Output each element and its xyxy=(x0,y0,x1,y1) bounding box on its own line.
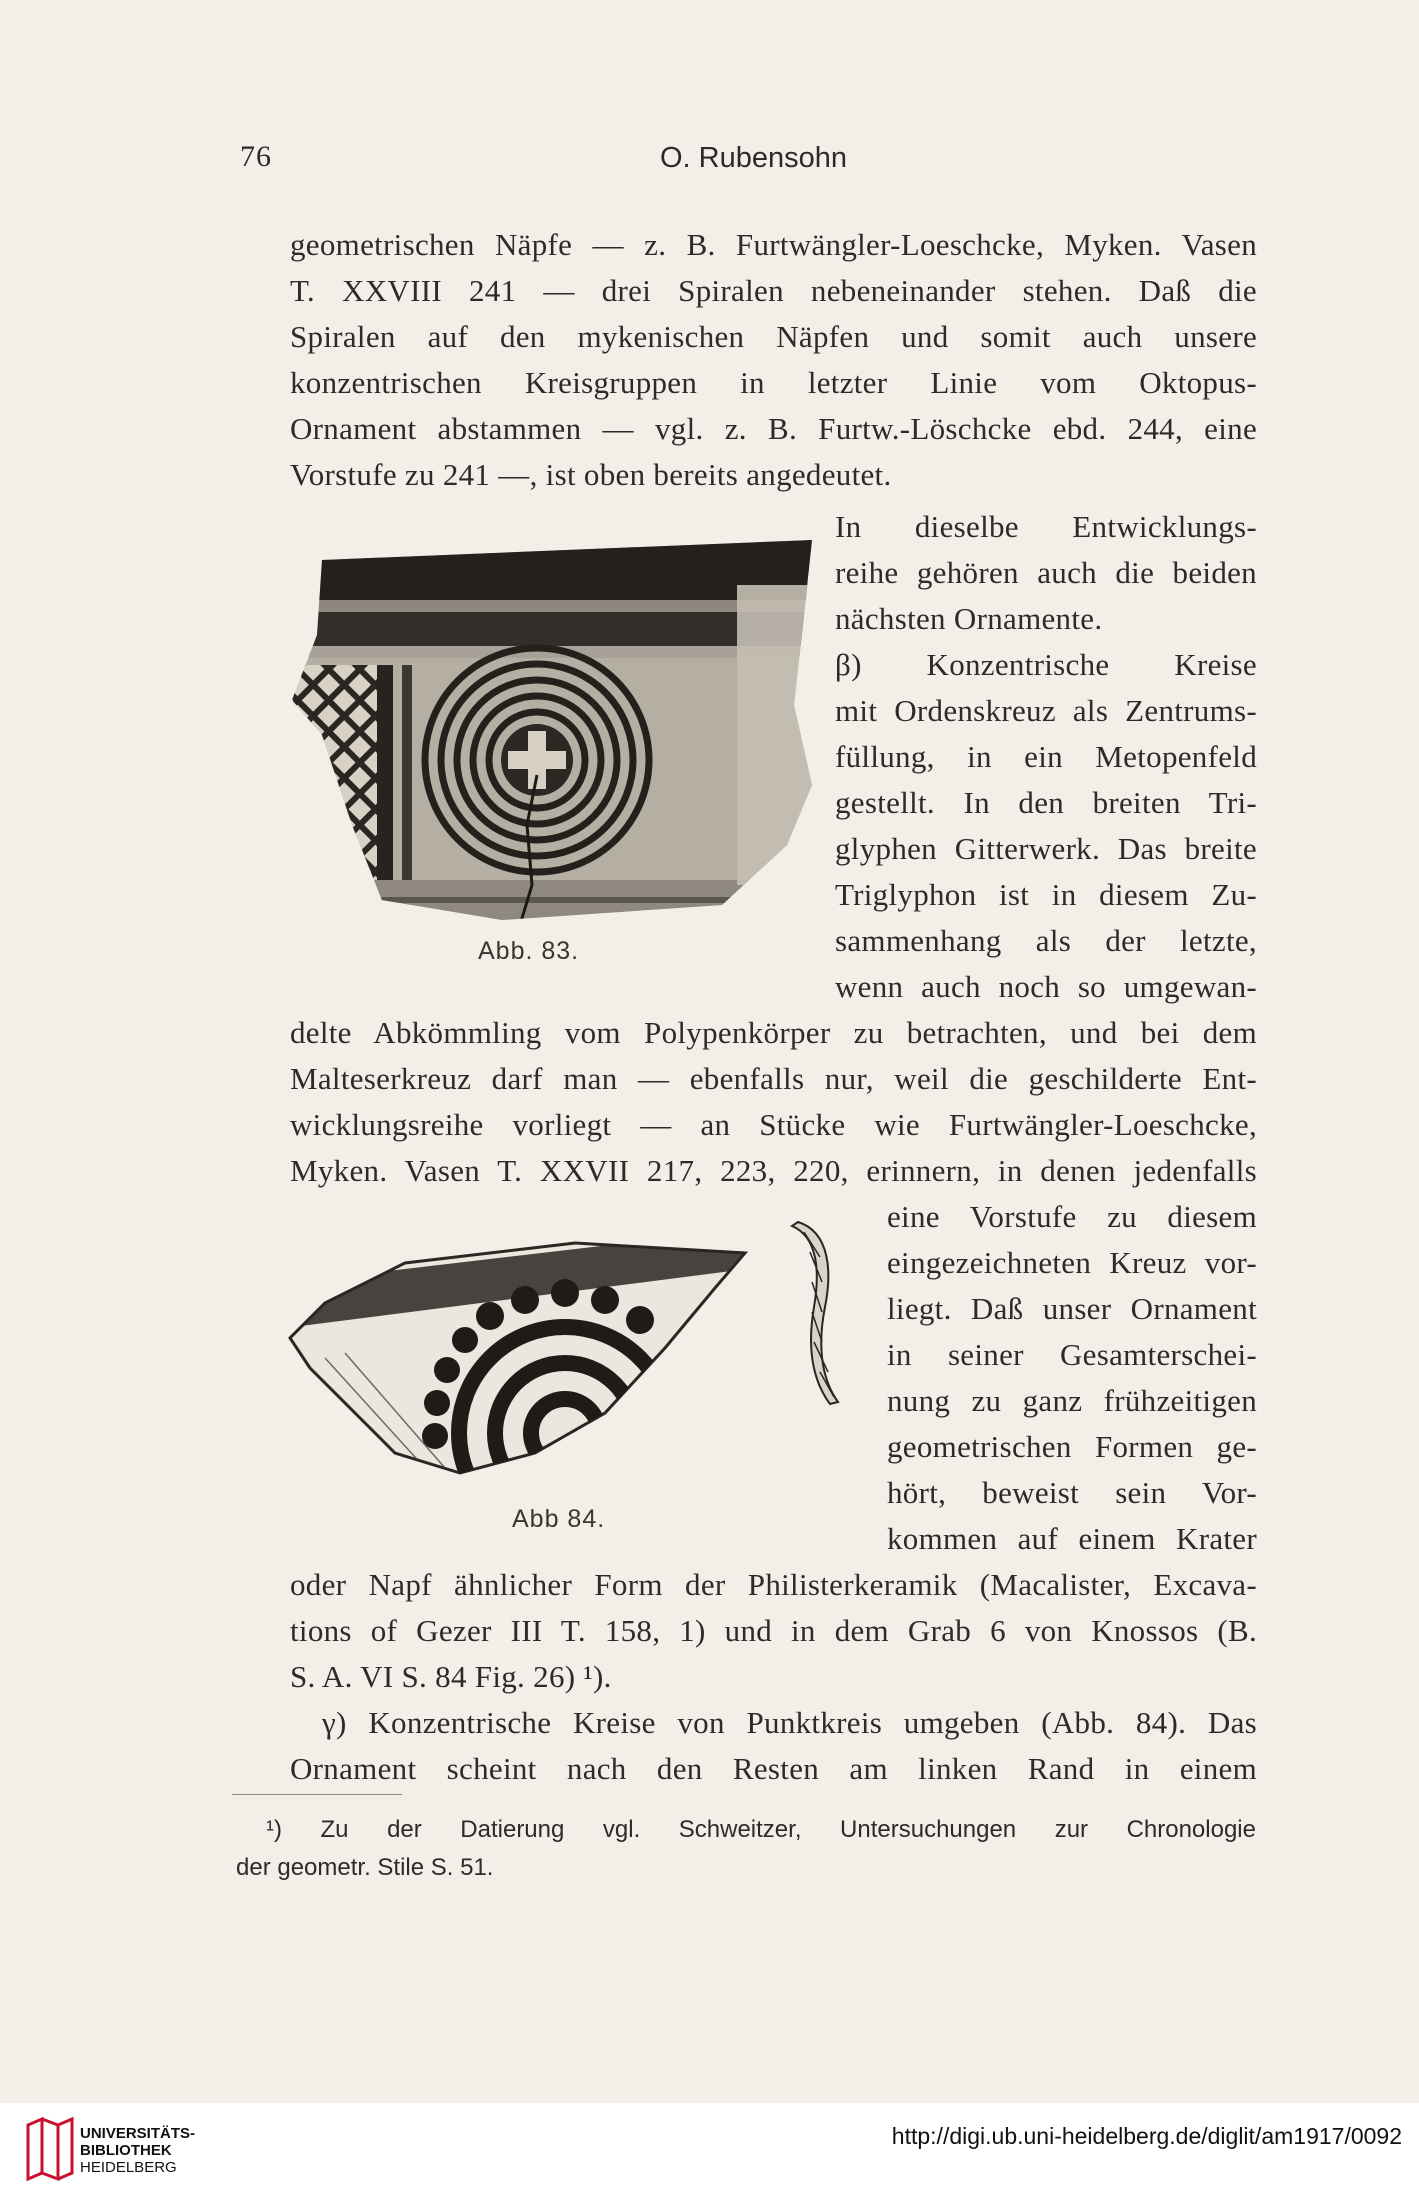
text-line: wenn auch noch so umgewan- xyxy=(835,969,1257,1004)
text-line: Triglyphon ist in diesem Zu- xyxy=(835,877,1257,912)
text-line: nächsten Ornamente. xyxy=(835,601,1103,636)
text-line: Spiralen auf den mykenischen Näpfen und somit auch unsere xyxy=(290,319,1257,354)
figure-84-profile-section xyxy=(790,1212,850,1412)
library-name: UNIVERSITÄTS- BIBLIOTHEK HEIDELBERG xyxy=(80,2125,196,2176)
library-footer xyxy=(0,2103,1419,2205)
text-line: eingezeichneten Kreuz vor- xyxy=(887,1245,1257,1280)
text-line: Myken. Vasen T. XXVII 217, 223, 220, erinnern, in denen jedenfalls xyxy=(290,1153,1257,1188)
text-line: gestellt. In den breiten Tri- xyxy=(835,785,1257,820)
text-line: hört, beweist sein Vor- xyxy=(887,1475,1257,1510)
text-line: füllung, in ein Metopenfeld xyxy=(835,739,1257,774)
page-number: 76 xyxy=(240,140,272,173)
text-line: konzentrischen Kreisgruppen in letzter Linie vom Oktopus- xyxy=(290,365,1257,400)
text-line: γ) Konzentrische Kreise von Punktkreis umgeben (Abb. 84). Das xyxy=(322,1705,1257,1740)
text-line: wicklungsreihe vorliegt — an Stücke wie Furtwängler-Loeschcke, xyxy=(290,1107,1257,1142)
text-line: geometrischen Formen ge- xyxy=(887,1429,1257,1464)
text-line: sammenhang als der letzte, xyxy=(835,923,1257,958)
text-line: reihe gehören auch die beiden xyxy=(835,555,1257,590)
text-line: nung zu ganz frühzeitigen xyxy=(887,1383,1257,1418)
text-line: Ornament scheint nach den Resten am linken Rand in einem xyxy=(290,1751,1257,1786)
running-title: O. Rubensohn xyxy=(660,142,848,174)
text-line: glyphen Gitterwerk. Das breite xyxy=(835,831,1257,866)
text-line: Vorstufe zu 241 —, ist oben bereits angedeutet. xyxy=(290,457,892,492)
text-line: geometrischen Näpfe — z. B. Furtwängler-Loeschcke, Myken. Vasen xyxy=(290,227,1257,262)
text-line: mit Ordenskreuz als Zentrums- xyxy=(835,693,1257,728)
text-line: tions of Gezer III T. 158, 1) und in dem Grab 6 von Knossos (B. xyxy=(290,1613,1257,1648)
footnote-rule xyxy=(232,1794,402,1795)
text-line: in seiner Gesamterschei- xyxy=(887,1337,1257,1372)
text-line: delte Abkömmling vom Polypenkörper zu betrachten, und bei dem xyxy=(290,1015,1257,1050)
text-line: Ornament abstammen — vgl. z. B. Furtw.-Löschcke ebd. 244, eine xyxy=(290,411,1257,446)
text-line: β) Konzentrische Kreise xyxy=(835,647,1257,682)
library-logo-icon xyxy=(24,2115,76,2187)
text-line: oder Napf ähnlicher Form der Philisterkeramik (Macalister, Excava- xyxy=(290,1567,1257,1602)
text-line: In dieselbe Entwicklungs- xyxy=(835,509,1257,544)
text-line: T. XXVIII 241 — drei Spiralen nebeneinander stehen. Daß die xyxy=(290,273,1257,308)
figure-83-caption: Abb. 83. xyxy=(478,937,580,965)
figure-84-sherd-drawing xyxy=(285,1228,765,1498)
figure-83-sherd-photo xyxy=(282,525,822,940)
text-line: eine Vorstufe zu diesem xyxy=(887,1199,1257,1234)
text-line: S. A. VI S. 84 Fig. 26) ¹). xyxy=(290,1659,612,1694)
figure-84-caption: Abb 84. xyxy=(512,1505,606,1533)
page-header xyxy=(240,140,1259,180)
text-line: liegt. Daß unser Ornament xyxy=(887,1291,1257,1326)
text-line: kommen auf einem Krater xyxy=(887,1521,1257,1556)
text-line: Malteserkreuz darf man — ebenfalls nur, weil die geschilderte Ent- xyxy=(290,1061,1257,1096)
footnote-line: der geometr. Stile S. 51. xyxy=(236,1854,494,1881)
source-url-link[interactable]: http://digi.ub.uni-heidelberg.de/diglit/am1917/0092 xyxy=(891,2123,1402,2149)
footnote-line: ¹) Zu der Datierung vgl. Schweitzer, Untersuchungen zur Chronologie xyxy=(266,1816,1256,1843)
